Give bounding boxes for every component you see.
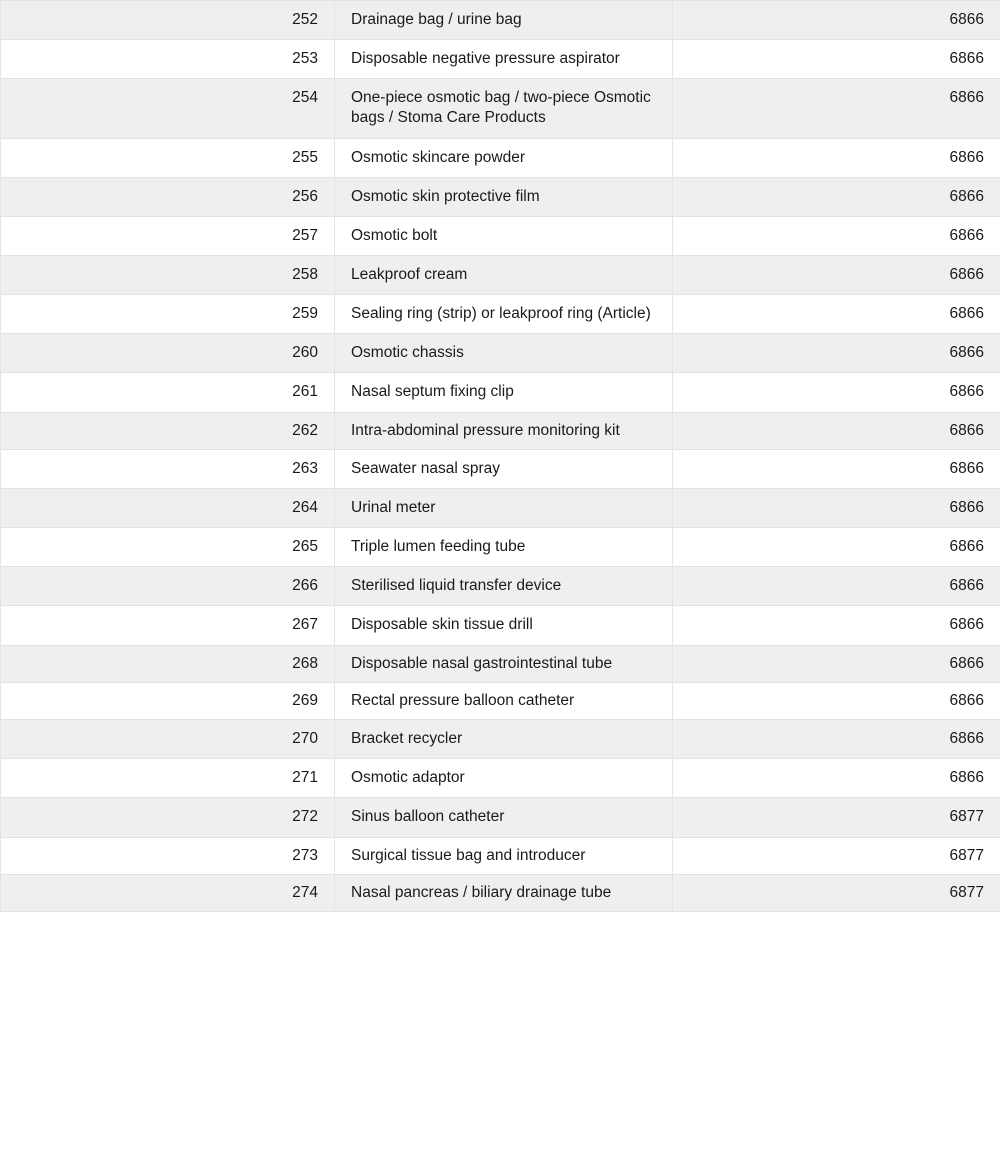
row-code-cell: 6866	[673, 488, 1000, 527]
table-row[interactable]	[1, 255, 1000, 294]
row-code-cell: 6866	[673, 255, 1000, 294]
table-row[interactable]	[1, 373, 1000, 412]
table-row[interactable]	[1, 682, 1000, 719]
row-index-cell: 263	[1, 449, 335, 488]
row-index-cell: 269	[1, 682, 335, 719]
row-name-cell: Nasal pancreas / biliary drainage tube	[335, 874, 673, 911]
row-name-cell: One-piece osmotic bag / two-piece Osmotic bags / Stoma Care Products	[335, 79, 673, 138]
row-name-cell: Osmotic skin protective film	[335, 177, 673, 216]
table-row[interactable]	[1, 874, 1000, 911]
row-name-cell: Sealing ring (strip) or leakproof ring (Article)	[335, 295, 673, 334]
table-row[interactable]	[1, 567, 1000, 606]
row-name-cell: Sterilised liquid transfer device	[335, 567, 673, 606]
row-index-cell: 255	[1, 138, 335, 177]
row-name-cell: Disposable negative pressure aspirator	[335, 40, 673, 79]
row-index-cell: 270	[1, 720, 335, 759]
table-row[interactable]	[1, 138, 1000, 177]
row-index-cell: 254	[1, 79, 335, 138]
table-row[interactable]	[1, 334, 1000, 373]
row-name-cell: Nasal septum fixing clip	[335, 373, 673, 412]
table-row[interactable]	[1, 79, 1000, 138]
row-name-cell: Seawater nasal spray	[335, 449, 673, 488]
table-row[interactable]	[1, 1, 1000, 40]
row-index-cell: 266	[1, 567, 335, 606]
row-code-cell: 6866	[673, 1, 1000, 40]
row-name-cell: Urinal meter	[335, 488, 673, 527]
row-index-cell: 260	[1, 334, 335, 373]
row-code-cell: 6866	[673, 373, 1000, 412]
row-code-cell: 6866	[673, 567, 1000, 606]
row-name-cell: Osmotic chassis	[335, 334, 673, 373]
table-row[interactable]	[1, 216, 1000, 255]
row-name-cell: Sinus balloon catheter	[335, 798, 673, 837]
row-index-cell: 267	[1, 606, 335, 645]
row-code-cell: 6866	[673, 412, 1000, 449]
row-code-cell: 6866	[673, 449, 1000, 488]
row-index-cell: 268	[1, 645, 335, 682]
row-code-cell: 6877	[673, 874, 1000, 911]
table-row[interactable]	[1, 798, 1000, 837]
row-index-cell: 264	[1, 488, 335, 527]
row-code-cell: 6866	[673, 682, 1000, 719]
row-index-cell: 274	[1, 874, 335, 911]
row-index-cell: 273	[1, 837, 335, 874]
table-row[interactable]	[1, 412, 1000, 449]
table-row[interactable]	[1, 40, 1000, 79]
row-name-cell: Osmotic adaptor	[335, 759, 673, 798]
row-name-cell: Intra-abdominal pressure monitoring kit	[335, 412, 673, 449]
row-index-cell: 262	[1, 412, 335, 449]
row-code-cell: 6866	[673, 138, 1000, 177]
row-code-cell: 6866	[673, 528, 1000, 567]
row-code-cell: 6877	[673, 837, 1000, 874]
table-row[interactable]	[1, 177, 1000, 216]
row-name-cell: Triple lumen feeding tube	[335, 528, 673, 567]
row-index-cell: 252	[1, 1, 335, 40]
row-name-cell: Osmotic skincare powder	[335, 138, 673, 177]
table-row[interactable]	[1, 645, 1000, 682]
table-row[interactable]	[1, 449, 1000, 488]
row-name-cell: Osmotic bolt	[335, 216, 673, 255]
row-code-cell: 6866	[673, 759, 1000, 798]
row-name-cell: Surgical tissue bag and introducer	[335, 837, 673, 874]
row-name-cell: Bracket recycler	[335, 720, 673, 759]
table-row[interactable]	[1, 759, 1000, 798]
row-code-cell: 6866	[673, 40, 1000, 79]
row-code-cell: 6866	[673, 606, 1000, 645]
row-index-cell: 259	[1, 295, 335, 334]
row-index-cell: 272	[1, 798, 335, 837]
row-index-cell: 258	[1, 255, 335, 294]
row-code-cell: 6866	[673, 177, 1000, 216]
table-row[interactable]	[1, 488, 1000, 527]
row-code-cell: 6877	[673, 798, 1000, 837]
row-index-cell: 265	[1, 528, 335, 567]
row-code-cell: 6866	[673, 295, 1000, 334]
row-code-cell: 6866	[673, 334, 1000, 373]
table-row[interactable]	[1, 606, 1000, 645]
row-index-cell: 256	[1, 177, 335, 216]
row-name-cell: Disposable skin tissue drill	[335, 606, 673, 645]
row-name-cell: Leakproof cream	[335, 255, 673, 294]
row-name-cell: Disposable nasal gastrointestinal tube	[335, 645, 673, 682]
row-code-cell: 6866	[673, 720, 1000, 759]
row-code-cell: 6866	[673, 216, 1000, 255]
row-index-cell: 271	[1, 759, 335, 798]
catalogue-table-body	[1, 1, 1000, 912]
row-index-cell: 261	[1, 373, 335, 412]
table-row[interactable]	[1, 528, 1000, 567]
row-name-cell: Rectal pressure balloon catheter	[335, 682, 673, 719]
table-row[interactable]	[1, 837, 1000, 874]
row-name-cell: Drainage bag / urine bag	[335, 1, 673, 40]
row-index-cell: 253	[1, 40, 335, 79]
table-row[interactable]	[1, 295, 1000, 334]
row-code-cell: 6866	[673, 645, 1000, 682]
row-index-cell: 257	[1, 216, 335, 255]
row-code-cell: 6866	[673, 79, 1000, 138]
table-row[interactable]	[1, 720, 1000, 759]
